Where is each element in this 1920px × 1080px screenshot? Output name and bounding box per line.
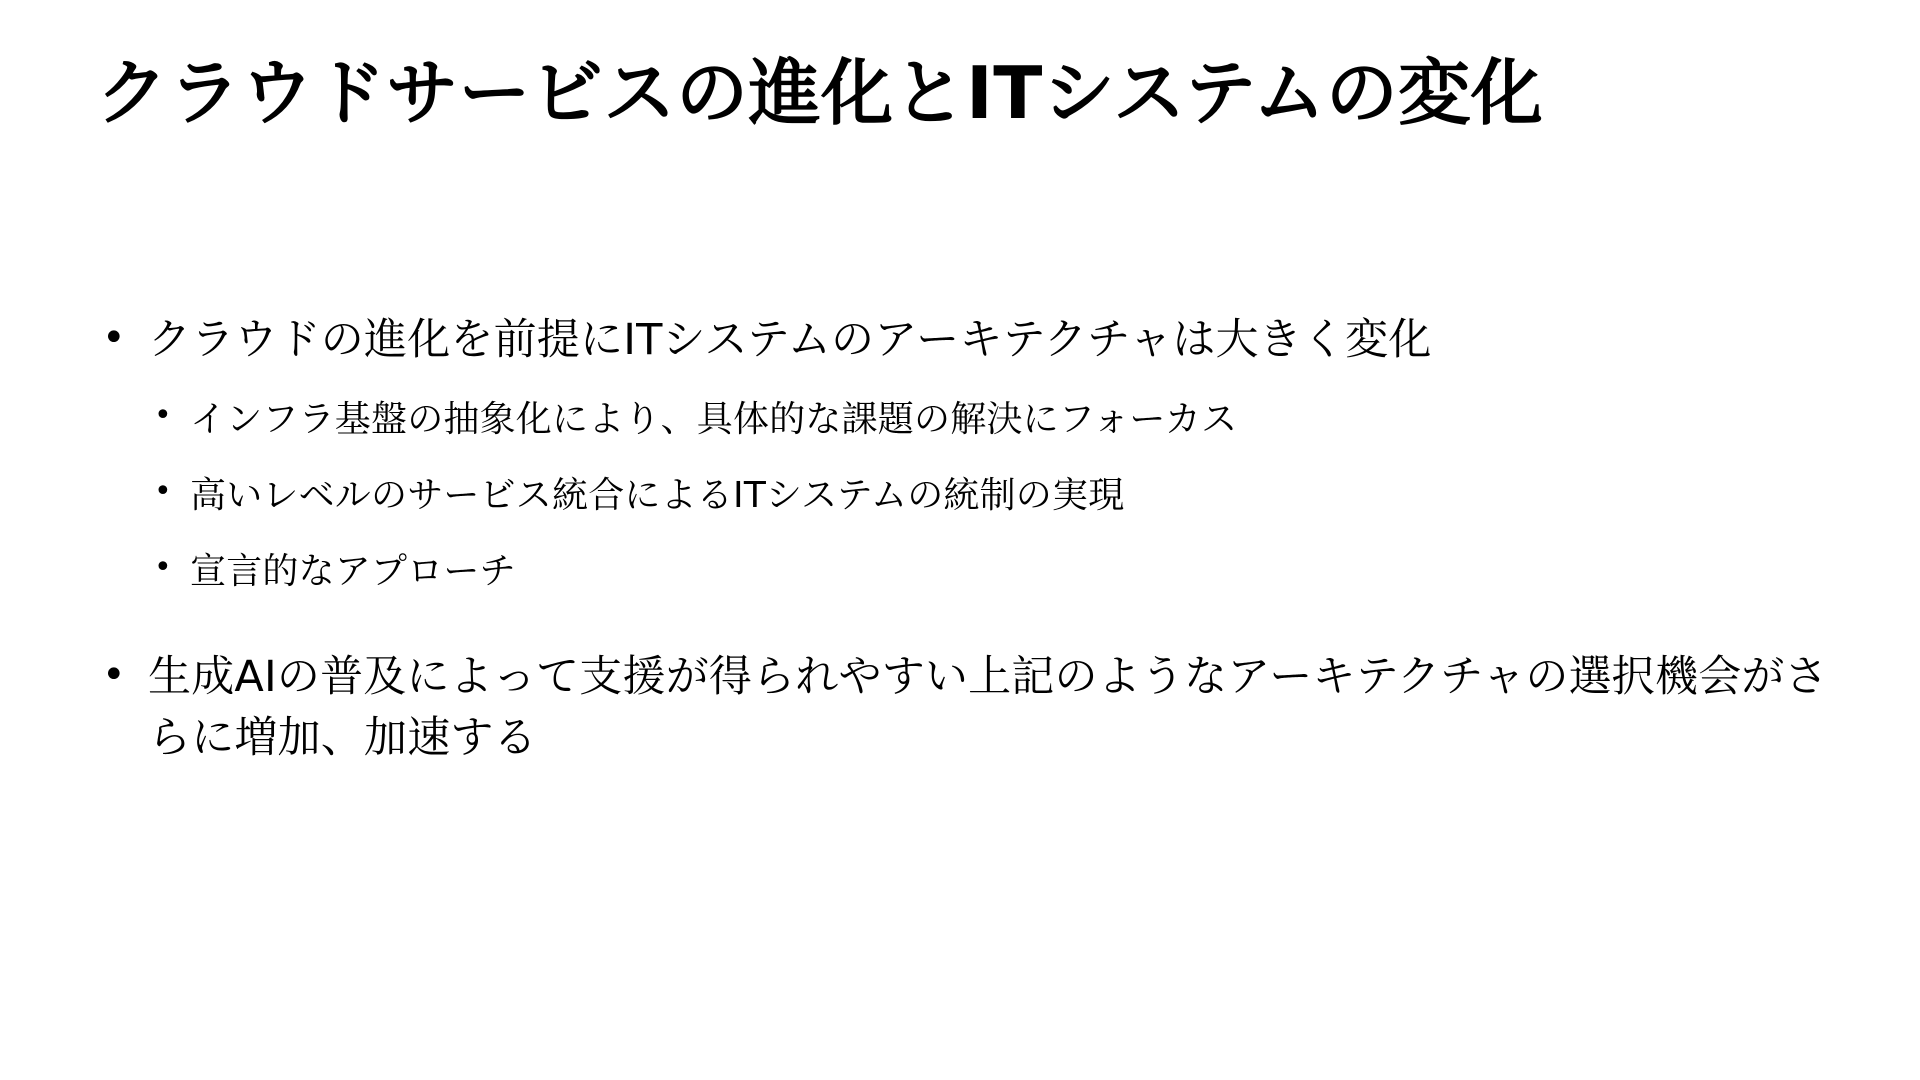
spacer (96, 621, 1856, 647)
bullet-icon: • (102, 652, 126, 699)
slide-body-content (96, 310, 1856, 783)
sub-list (96, 393, 1856, 599)
sub-list-container (96, 393, 1856, 599)
list-item-label: クラウドの進化を前提にITシステムのアーキテクチャは大きく変化 (148, 315, 1432, 365)
bullet-icon: • (154, 398, 172, 434)
bullet-icon: • (154, 474, 172, 510)
list-item-label: 生成AIの普及によって支援が得られやすい上記のようなアーキテクチャの選択機会がさらに増加、加速する (148, 652, 1828, 764)
list-item (96, 310, 1856, 371)
bullet-icon: • (154, 550, 172, 586)
list-item (96, 647, 1856, 769)
page-title: クラウドサービスの進化とITシステムの変化 (96, 51, 1544, 135)
list-item-label: 宣言的なアプローチ (190, 551, 516, 593)
list-item (96, 393, 1856, 447)
list-item (96, 545, 1856, 599)
list-item-label: インフラ基盤の抽象化により、具体的な課題の解決にフォーカス (190, 399, 1238, 441)
list-item (96, 469, 1856, 523)
bullet-icon: • (102, 315, 126, 361)
list-item-label: 高いレベルのサービス統合によるITシステムの統制の実現 (190, 475, 1125, 517)
